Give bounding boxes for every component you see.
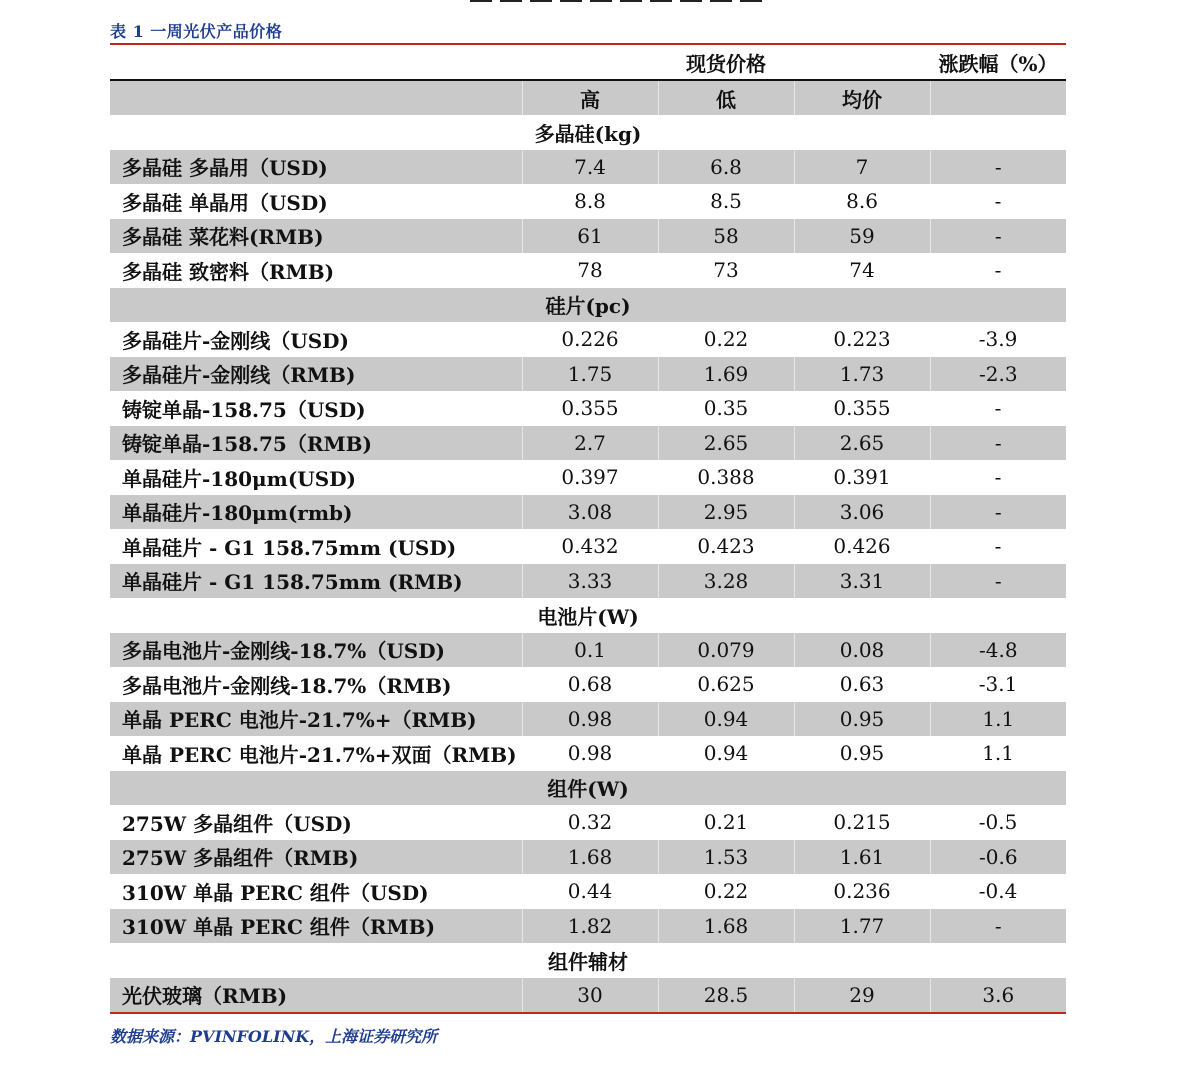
product-name: 单晶硅片 - G1 158.75mm (RMB) — [110, 564, 522, 599]
table-row — [110, 874, 1066, 909]
price-change: -0.5 — [978, 810, 1018, 835]
price-low: 0.423 — [697, 534, 755, 559]
table-row — [110, 219, 1066, 254]
price-change: - — [930, 426, 1066, 461]
price-low: 1.68 — [658, 909, 794, 944]
price-high: 78 — [577, 258, 603, 283]
change-header: 涨跌幅（%） — [930, 45, 1066, 80]
table-caption: 表 1 一周光伏产品价格 — [110, 22, 283, 41]
price-high: 0.397 — [561, 465, 619, 490]
table-row — [110, 909, 1066, 944]
product-name: 多晶硅 多晶用（USD) — [110, 150, 522, 185]
section-cell: 电池片(W) — [537, 604, 639, 629]
price-avg: 3.31 — [794, 564, 930, 599]
price-low: 0.94 — [703, 741, 749, 766]
product-name: 单晶硅片-180μm(USD) — [122, 466, 357, 491]
price-high: 0.68 — [567, 672, 613, 697]
price-low: 0.388 — [697, 465, 755, 490]
product-name: 310W 单晶 PERC 组件（RMB) — [110, 909, 522, 944]
price-high: 30 — [522, 978, 658, 1014]
price-high: 0.355 — [561, 396, 619, 421]
price-change: - — [930, 564, 1066, 599]
price-low: 0.21 — [703, 810, 749, 835]
price-high: 0.98 — [567, 741, 613, 766]
section-module: 组件(W) — [110, 771, 1066, 806]
section-row — [110, 943, 1066, 978]
table-row — [110, 391, 1066, 426]
header-row-top — [110, 45, 1066, 80]
price-avg: 0.223 — [833, 327, 891, 352]
section-wafer: 硅片(pc) — [110, 288, 1066, 323]
price-avg: 29 — [794, 978, 930, 1014]
price-avg: 0.426 — [833, 534, 891, 559]
price-change: -0.6 — [930, 840, 1066, 875]
price-high: 0.432 — [561, 534, 619, 559]
product-name: 铸锭单晶-158.75（USD) — [122, 397, 366, 422]
price-avg: 1.77 — [794, 909, 930, 944]
avg-header: 均价 — [794, 80, 930, 115]
price-high: 3.33 — [522, 564, 658, 599]
table-row — [110, 736, 1066, 771]
product-name: 多晶硅 单晶用（USD) — [122, 190, 328, 215]
section-row — [110, 288, 1066, 323]
price-change: -0.4 — [978, 879, 1018, 904]
product-name: 单晶硅片-180μm(rmb) — [110, 495, 522, 530]
price-change: - — [930, 495, 1066, 530]
section-materials: 组件辅材 — [548, 949, 629, 974]
table-row — [110, 495, 1066, 530]
spot-price-header: 现货价格 — [522, 45, 930, 80]
price-change: - — [994, 258, 1002, 283]
price-avg: 0.95 — [839, 741, 885, 766]
price-avg: 74 — [849, 258, 875, 283]
price-low: 0.625 — [697, 672, 755, 697]
price-low: 0.079 — [658, 633, 794, 668]
price-avg: 1.61 — [794, 840, 930, 875]
price-avg: 2.65 — [794, 426, 930, 461]
price-change: 3.6 — [930, 978, 1066, 1014]
price-avg: 0.95 — [794, 702, 930, 737]
price-change: - — [930, 219, 1066, 254]
price-high: 61 — [522, 219, 658, 254]
section-polysilicon: 多晶硅(kg) — [534, 121, 642, 146]
product-name: 多晶硅片-金刚线（RMB) — [110, 357, 522, 392]
header-blank-sub — [110, 80, 522, 115]
price-change: - — [994, 465, 1002, 490]
price-change: 1.1 — [982, 741, 1014, 766]
price-high: 1.75 — [522, 357, 658, 392]
price-change: - — [994, 189, 1002, 214]
section-row — [110, 771, 1066, 806]
product-name: 275W 多晶组件（RMB) — [110, 840, 522, 875]
price-avg: 0.08 — [794, 633, 930, 668]
price-low: 58 — [658, 219, 794, 254]
price-change: -3.9 — [978, 327, 1018, 352]
price-high: 0.44 — [567, 879, 613, 904]
price-avg: 59 — [794, 219, 930, 254]
price-low: 2.65 — [658, 426, 794, 461]
price-avg: 0.391 — [833, 465, 891, 490]
header-row-sub — [110, 80, 1066, 115]
price-change: -3.1 — [978, 672, 1018, 697]
price-low: 8.5 — [710, 189, 742, 214]
price-avg: 0.63 — [839, 672, 885, 697]
table-row — [110, 357, 1066, 392]
product-name: 单晶硅片 - G1 158.75mm (USD) — [122, 535, 457, 560]
table-row — [110, 426, 1066, 461]
price-low: 3.28 — [658, 564, 794, 599]
price-high: 1.68 — [522, 840, 658, 875]
price-table — [110, 45, 1066, 1014]
product-name: 多晶电池片-金刚线-18.7%（RMB) — [122, 673, 452, 698]
price-change: - — [930, 150, 1066, 185]
price-low: 6.8 — [658, 150, 794, 185]
price-low: 73 — [713, 258, 739, 283]
price-change: - — [994, 396, 1002, 421]
cropped-header-fragment — [470, 0, 800, 2]
price-high: 0.226 — [561, 327, 619, 352]
product-name: 多晶电池片-金刚线-18.7%（USD) — [110, 633, 522, 668]
price-high: 2.7 — [522, 426, 658, 461]
header-blank — [110, 45, 522, 80]
price-low: 28.5 — [658, 978, 794, 1014]
price-change: -4.8 — [930, 633, 1066, 668]
price-change: - — [930, 909, 1066, 944]
product-name: 275W 多晶组件（USD) — [122, 811, 352, 836]
product-name: 光伏玻璃（RMB) — [110, 978, 522, 1014]
price-avg: 7 — [794, 150, 930, 185]
change-blank-sub — [930, 80, 1066, 115]
table-row — [110, 564, 1066, 599]
price-low: 0.94 — [658, 702, 794, 737]
table-row — [110, 667, 1066, 702]
price-avg: 1.73 — [794, 357, 930, 392]
price-high: 3.08 — [522, 495, 658, 530]
product-name: 多晶硅 致密料（RMB) — [122, 259, 335, 284]
price-change: - — [994, 534, 1002, 559]
table-row — [110, 253, 1066, 288]
table-row — [110, 529, 1066, 564]
price-low: 0.22 — [703, 879, 749, 904]
price-low: 1.69 — [658, 357, 794, 392]
table-row — [110, 633, 1066, 668]
product-name: 310W 单晶 PERC 组件（USD) — [122, 880, 429, 905]
data-source-note: 数据来源：PVINFOLINK，上海证券研究所 — [110, 1027, 438, 1046]
price-avg: 8.6 — [846, 189, 878, 214]
price-low: 2.95 — [658, 495, 794, 530]
table-row — [110, 805, 1066, 840]
table-row — [110, 322, 1066, 357]
price-high: 8.8 — [574, 189, 606, 214]
price-high: 0.1 — [522, 633, 658, 668]
price-change: 1.1 — [930, 702, 1066, 737]
price-high: 0.98 — [522, 702, 658, 737]
price-high: 1.82 — [522, 909, 658, 944]
table-row — [110, 702, 1066, 737]
price-high: 0.32 — [567, 810, 613, 835]
table-row — [110, 184, 1066, 219]
price-high: 7.4 — [522, 150, 658, 185]
table-row — [110, 460, 1066, 495]
table-row — [110, 150, 1066, 185]
price-avg: 0.355 — [833, 396, 891, 421]
product-name: 多晶硅片-金刚线（USD) — [122, 328, 349, 353]
price-avg: 3.06 — [794, 495, 930, 530]
price-low: 0.35 — [703, 396, 749, 421]
price-avg: 0.236 — [833, 879, 891, 904]
high-header: 高 — [522, 80, 658, 115]
price-low: 1.53 — [658, 840, 794, 875]
product-name: 单晶 PERC 电池片-21.7%+（RMB) — [110, 702, 522, 737]
product-name: 单晶 PERC 电池片-21.7%+双面（RMB) — [122, 742, 517, 767]
section-row — [110, 115, 1066, 150]
price-avg: 0.215 — [833, 810, 891, 835]
low-header: 低 — [658, 80, 794, 115]
product-name: 多晶硅 菜花料(RMB) — [110, 219, 522, 254]
product-name: 铸锭单晶-158.75（RMB) — [110, 426, 522, 461]
table-row — [110, 978, 1066, 1014]
price-change: -2.3 — [930, 357, 1066, 392]
table-row — [110, 840, 1066, 875]
price-low: 0.22 — [703, 327, 749, 352]
section-row — [110, 598, 1066, 633]
